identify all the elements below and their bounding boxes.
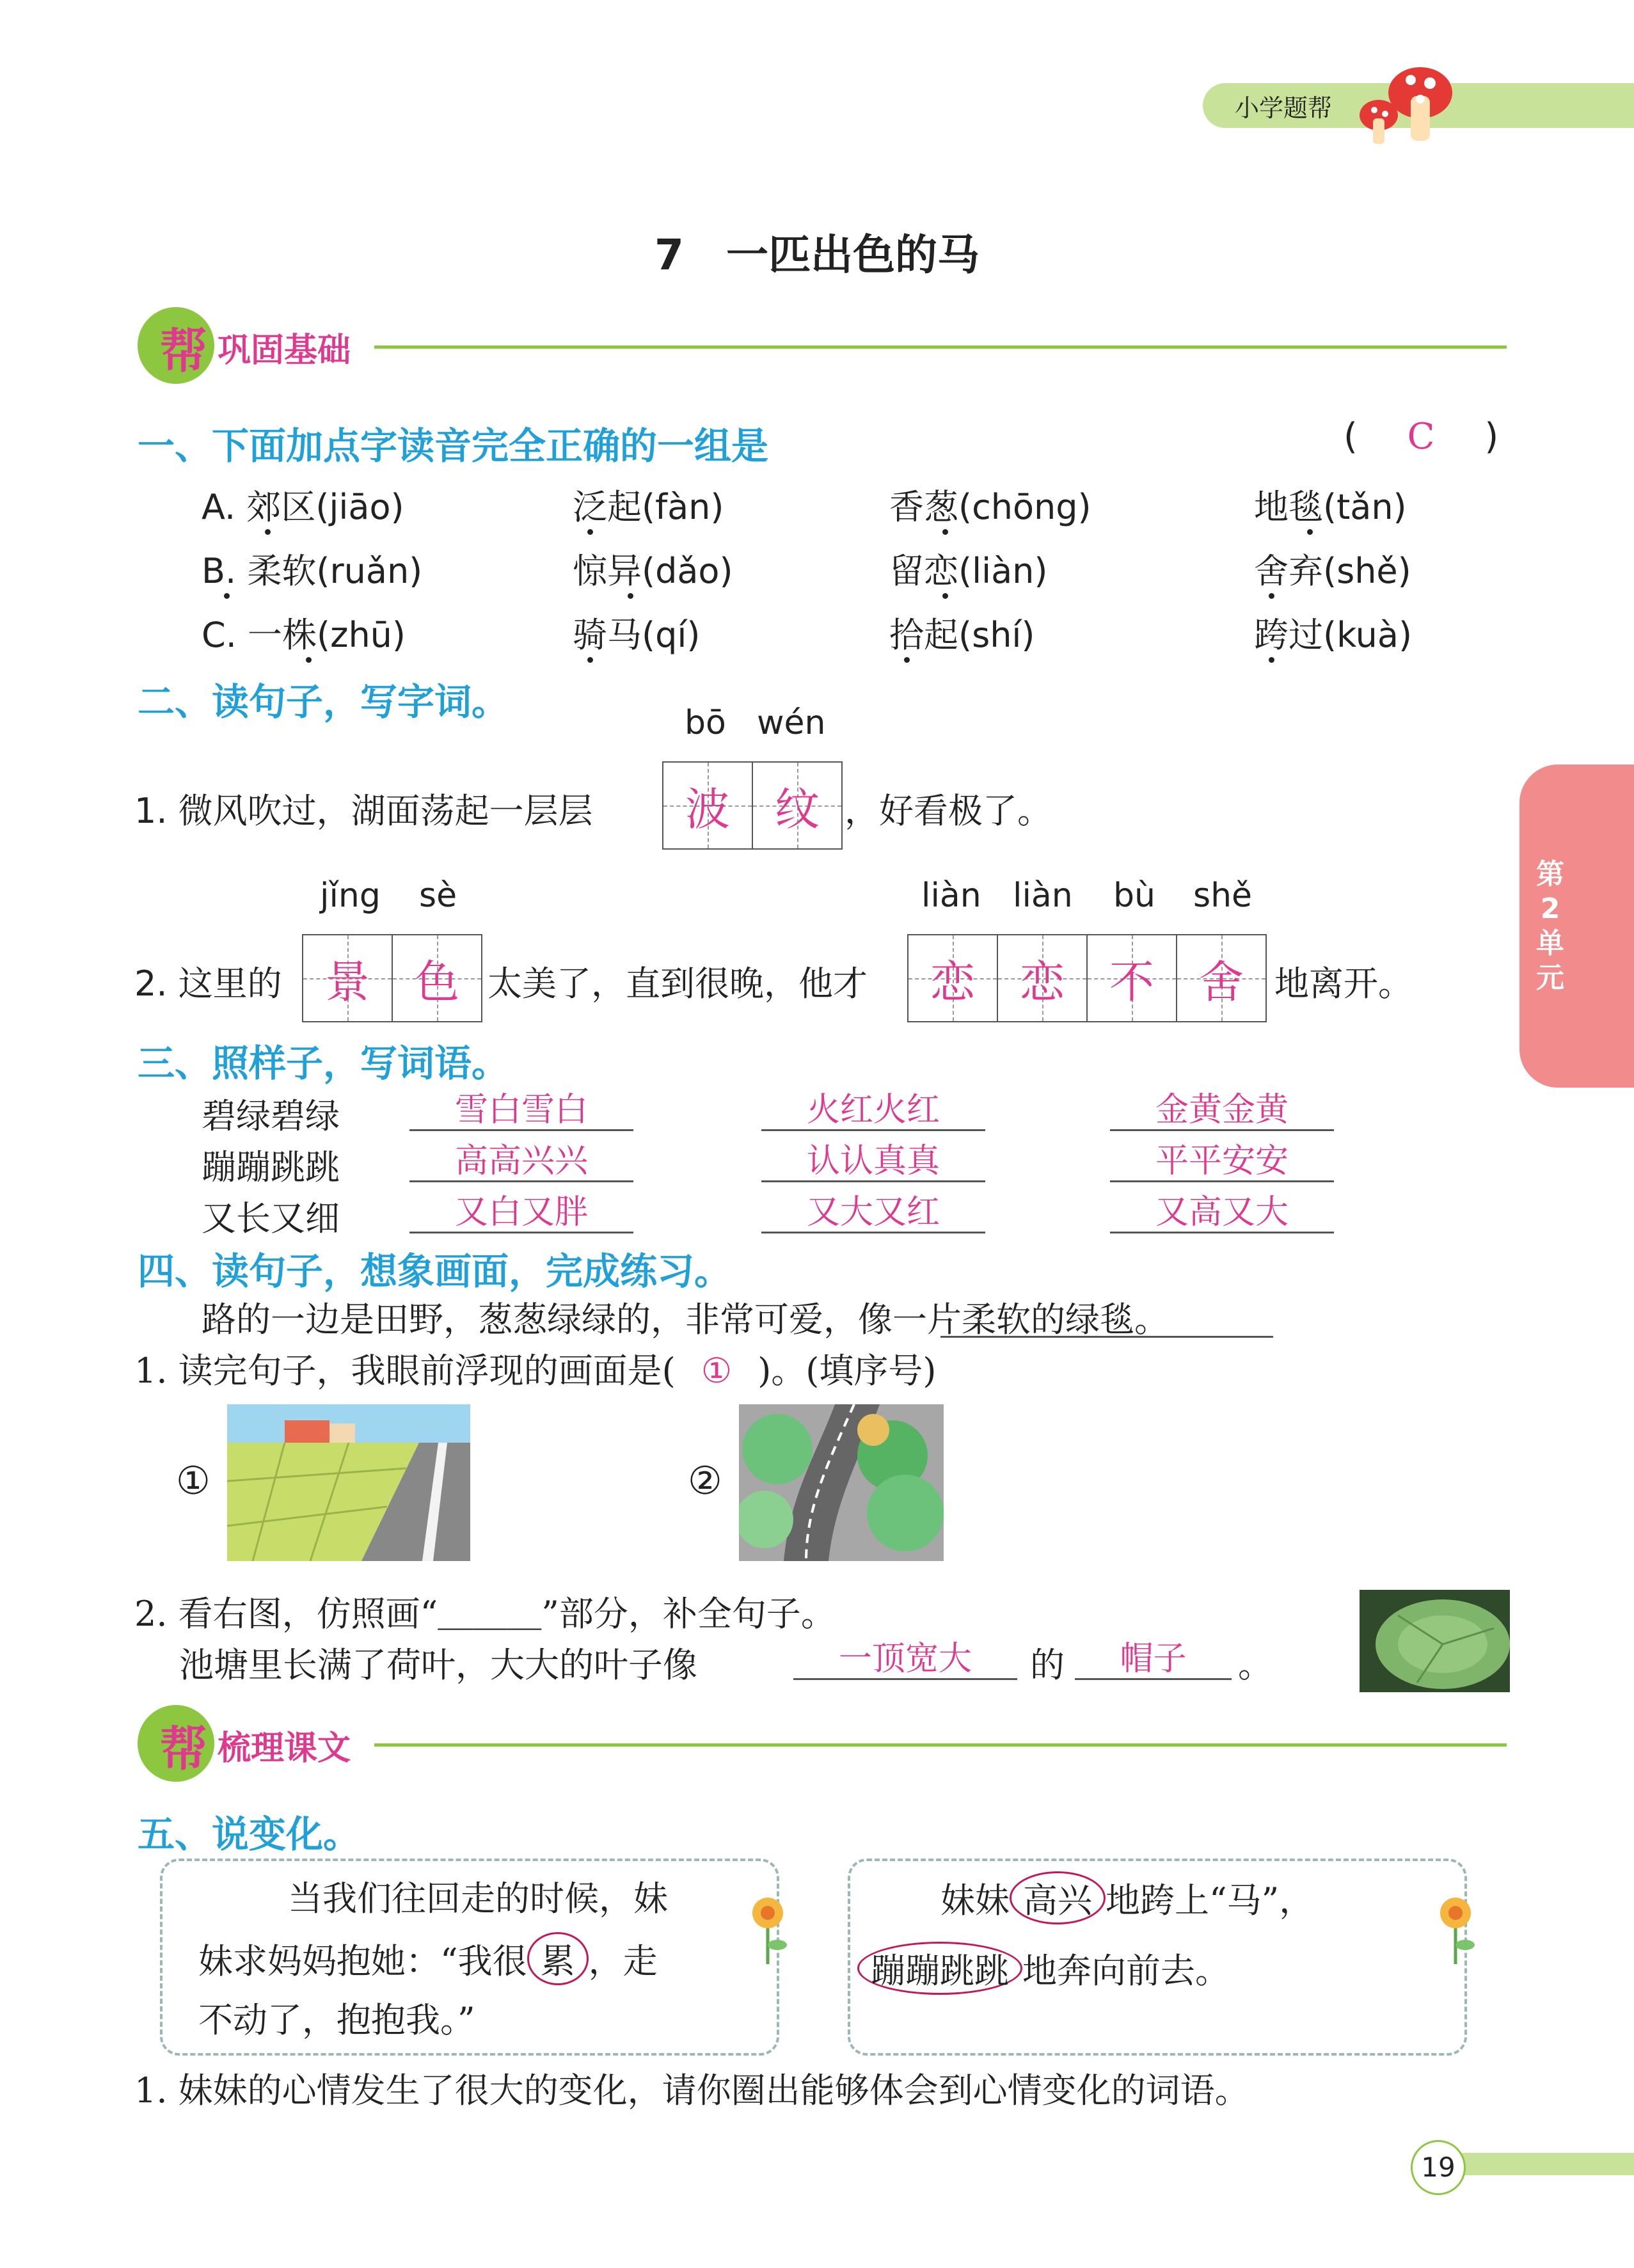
char-cell: 舍 — [1177, 935, 1265, 1021]
flower-icon — [742, 1891, 793, 1967]
pinyin: shě — [1193, 876, 1253, 915]
emphasis-dot — [224, 593, 230, 599]
q1-stem: 一、下面加点字读音完全正确的一组是 — [138, 424, 769, 468]
q2-stem: 二、读句子，写字词。 — [138, 680, 509, 724]
section-title-review: 梳理课文 — [218, 1729, 351, 1768]
emphasis-dot — [1269, 657, 1274, 663]
q2-s2-before: 2. 这里的 — [134, 964, 282, 1004]
pinyin: bù — [1113, 876, 1155, 915]
char-cell: 纹 — [753, 763, 841, 848]
section-title-basics: 巩固基础 — [218, 331, 351, 370]
q3-answer-line: 火红火红 — [761, 1091, 985, 1131]
q4-sub2-instruction: 2. 看右图，仿照画“＿＿＿”部分，补全句子。 — [134, 1594, 836, 1634]
circled-word: 高兴 — [1010, 1871, 1106, 1924]
q1-row-c-3: 拾起(shí) — [889, 615, 1035, 655]
q3-example: 碧绿碧绿 — [202, 1096, 340, 1136]
q1-row-c-1: C. 一株(zhū) — [202, 615, 406, 655]
circled-word: 蹦蹦跳跳 — [857, 1942, 1022, 1995]
q4-sentence: 路的一边是田野，葱葱绿绿的，非常可爱，像一片柔软的绿毯。 — [202, 1299, 1169, 1340]
q1-row-b-4: 舍弃(shě) — [1254, 551, 1411, 591]
q4-sub2-answer1: 一顶宽大 — [793, 1640, 1017, 1680]
q4-pic2-label: ② — [688, 1459, 722, 1503]
q3-answer-line: 又大又红 — [761, 1193, 985, 1233]
section-rule — [374, 345, 1507, 349]
box2-line1: 妹妹 高兴 地跨上“马”， — [940, 1871, 1313, 1924]
q1-row-a-3: 香葱(chōng) — [889, 487, 1091, 527]
pinyin: sè — [419, 876, 457, 915]
q1-row-b-1: B. 柔软(ruǎn) — [202, 551, 423, 591]
q2-s2-after: 地离开。 — [1274, 964, 1413, 1004]
lotus-leaf-image — [1360, 1590, 1510, 1692]
char-cell: 景 — [303, 935, 393, 1021]
q3-answer-line: 又白又胖 — [409, 1193, 633, 1233]
q1-row-b-3: 留恋(liàn) — [889, 551, 1048, 591]
emphasis-dot — [904, 657, 910, 663]
char-cell: 波 — [663, 763, 753, 848]
section-badge-label: 帮 — [160, 1722, 207, 1777]
q2-s1-before: 1. 微风吹过，湖面荡起一层层 — [134, 791, 593, 831]
q1-row-c-2: 骑马(qí) — [573, 615, 701, 655]
q3-answer-line: 又高又大 — [1110, 1193, 1334, 1233]
q3-example: 蹦蹦跳跳 — [202, 1147, 340, 1187]
q1-answer: C — [1407, 416, 1435, 457]
emphasis-dot — [942, 529, 948, 535]
emphasis-dot — [587, 657, 593, 663]
emphasis-dot — [942, 593, 948, 599]
pinyin: bō — [685, 704, 726, 742]
q4-sub2-end: 。 — [1238, 1645, 1273, 1685]
mushroom-icon — [1350, 58, 1465, 147]
emphasis-dot — [587, 529, 593, 535]
char-box-row — [662, 761, 843, 850]
box1-line2: 妹求妈妈抱她：“我很 累 ，走 — [198, 1932, 658, 1985]
q3-example: 又长又细 — [202, 1198, 340, 1239]
q3-answer-line: 高高兴兴 — [409, 1142, 633, 1182]
char-cell: 恋 — [998, 935, 1088, 1021]
pinyin: liàn — [1013, 876, 1073, 915]
q3-answer-line: 平平安安 — [1110, 1142, 1334, 1182]
q4-stem: 四、读句子，想象画面，完成练习。 — [138, 1249, 732, 1293]
char-cell: 恋 — [908, 935, 998, 1021]
section-rule — [374, 1743, 1507, 1747]
q4-sub1: 1. 读完句子，我眼前浮现的画面是( ① )。(填序号) — [134, 1351, 937, 1391]
q5-stem: 五、说变化。 — [138, 1812, 361, 1856]
box2-line2: 蹦蹦跳跳 地奔向前去。 — [857, 1942, 1230, 1995]
q2-s2-middle: 太美了，直到很晚，他才 — [488, 964, 868, 1004]
box1-line3: 不动了，抱抱我。” — [198, 2000, 475, 2040]
q4-sub2-middle: 的 — [1030, 1645, 1065, 1685]
pinyin: wén — [757, 704, 826, 742]
flower-icon — [1430, 1891, 1481, 1967]
emphasis-dot — [1269, 593, 1274, 599]
section-badge-label: 帮 — [160, 324, 207, 379]
q4-sub2-answer2: 帽子 — [1075, 1640, 1232, 1680]
char-box-row — [907, 934, 1267, 1022]
unit-side-tab-label: 第2单元 — [1536, 858, 1564, 994]
emphasis-dot — [1307, 529, 1313, 535]
char-cell: 不 — [1088, 935, 1177, 1021]
q1-row-a-4: 地毯(tǎn) — [1254, 487, 1407, 527]
q2-s1-after: ，好看极了。 — [845, 791, 1052, 831]
q4-sub1-answer: ① — [701, 1351, 733, 1391]
emphasis-dot — [306, 657, 312, 663]
q4-sentence-underline — [940, 1336, 1273, 1338]
q3-answer-line: 认认真真 — [761, 1142, 985, 1182]
q4-pic1-label: ① — [176, 1459, 210, 1503]
q1-row-c-4: 跨过(kuà) — [1254, 615, 1413, 655]
q3-stem: 三、照样子，写词语。 — [138, 1042, 509, 1085]
q1-answer-paren: ( C ) — [1344, 416, 1499, 457]
pinyin: jǐng — [320, 876, 381, 915]
emphasis-dot — [628, 593, 633, 599]
circled-word: 累 — [527, 1932, 589, 1985]
lesson-title: 7 一匹出色的马 — [654, 230, 980, 280]
box1-line1: 当我们往回走的时候，妹 — [288, 1878, 668, 1919]
pinyin: liàn — [921, 876, 981, 915]
q5-sub1: 1. 妹妹的心情发生了很大的变化，请你圈出能够体会到心情变化的词语。 — [134, 2070, 1249, 2111]
q1-row-a-1: A. 郊区(jiāo) — [202, 487, 404, 527]
page-number: 19 — [1411, 2140, 1466, 2195]
char-box-row — [302, 934, 482, 1022]
forest-road-image — [739, 1404, 944, 1561]
q1-row-b-2: 惊异(dǎo) — [573, 551, 733, 591]
q4-sub2-before: 池塘里长满了荷叶，大大的叶子像 — [179, 1645, 697, 1685]
emphasis-dot — [265, 529, 271, 535]
brand-label: 小学题帮 — [1235, 94, 1333, 122]
q1-row-a-2: 泛起(fàn) — [573, 487, 724, 527]
q3-answer-line: 金黄金黄 — [1110, 1091, 1334, 1131]
q3-answer-line: 雪白雪白 — [409, 1091, 633, 1131]
char-cell: 色 — [393, 935, 481, 1021]
field-road-image — [227, 1404, 470, 1561]
